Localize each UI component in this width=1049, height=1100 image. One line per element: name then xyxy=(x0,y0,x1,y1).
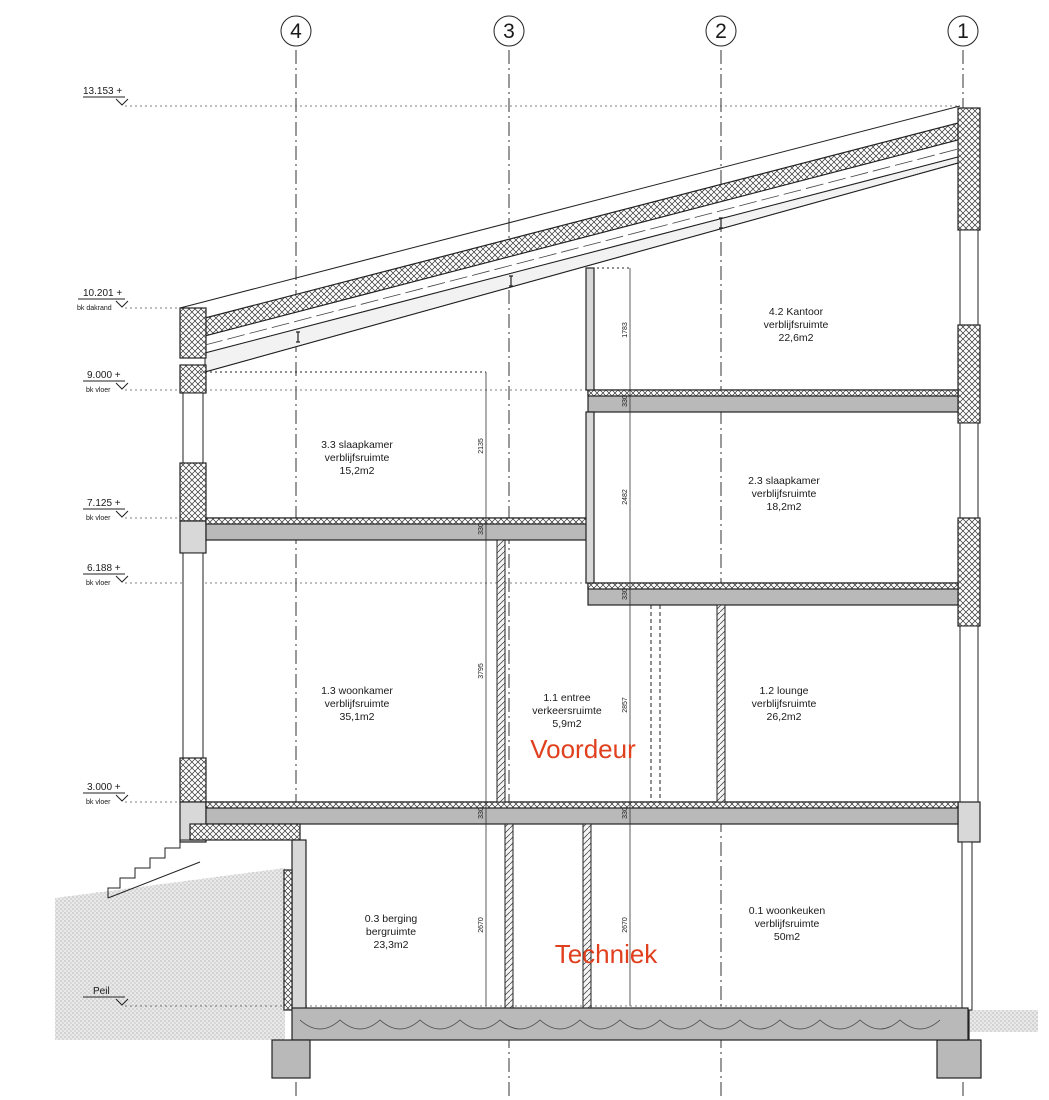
dim-330-b: 330 xyxy=(622,588,629,600)
axis-label-3: 3 xyxy=(503,20,515,43)
room-label-4-2 xyxy=(764,306,829,344)
room-area: 23,3m2 xyxy=(373,939,409,951)
axis-bubble-2 xyxy=(706,16,736,46)
level-sub: bk vloer xyxy=(86,387,111,394)
room-label-1-1 xyxy=(532,692,602,730)
room-area: 15,2m2 xyxy=(339,465,375,477)
room-area: 26,2m2 xyxy=(766,711,802,723)
level-value: 7.125 + xyxy=(87,498,121,509)
room-area: 50m2 xyxy=(773,931,801,943)
level-marker-7125 xyxy=(83,498,128,522)
room-area: 18,2m2 xyxy=(766,501,802,513)
room-name: 2.3 slaapkamer xyxy=(748,475,820,487)
dim-2670-a: 2670 xyxy=(478,917,485,933)
dim-330-e: 330 xyxy=(622,807,629,819)
level-sub: bk vloer xyxy=(86,515,111,522)
level-marker-10201 xyxy=(77,288,128,312)
room-name: 1.3 woonkamer xyxy=(321,685,393,697)
level-value: 6.188 + xyxy=(87,563,121,574)
room-function: verblijfsruimte xyxy=(324,452,390,464)
room-name: 0.1 woonkeuken xyxy=(748,905,826,917)
axis-bubble-1 xyxy=(948,16,978,46)
axis-bubble-3 xyxy=(494,16,524,46)
room-name: 1.1 entree xyxy=(543,692,591,704)
axis-label-4: 4 xyxy=(290,20,302,43)
room-name: 1.2 lounge xyxy=(759,685,809,697)
level-sub: bk vloer xyxy=(86,799,111,806)
level-value: 3.000 + xyxy=(87,782,121,793)
floor-slabs xyxy=(190,390,958,840)
room-area: 5,9m2 xyxy=(552,718,582,730)
voordeur-annotation: Voordeur xyxy=(530,734,636,764)
level-value: 9.000 + xyxy=(87,370,121,381)
level-sub: bk dakrand xyxy=(77,305,112,312)
room-function: verblijfsruimte xyxy=(751,698,817,710)
room-label-2-3 xyxy=(748,475,820,513)
room-label-1-3 xyxy=(321,685,393,723)
axis-bubble-4 xyxy=(281,16,311,46)
room-area: 35,1m2 xyxy=(339,711,375,723)
internal-walls xyxy=(497,268,725,1010)
roof xyxy=(180,106,960,372)
axis-label-1: 1 xyxy=(957,20,969,43)
level-marker-6188 xyxy=(83,563,128,587)
room-function: verkeersruimte xyxy=(532,705,602,717)
dim-2482: 2482 xyxy=(622,489,629,505)
room-function: verblijfsruimte xyxy=(751,488,817,500)
dim-1783: 1783 xyxy=(622,322,629,338)
room-label-1-2 xyxy=(752,685,817,723)
level-value: 13.153 + xyxy=(83,86,123,97)
facade-axis-4 xyxy=(180,308,206,842)
level-marker-9000 xyxy=(83,370,128,394)
dim-2135: 2135 xyxy=(478,438,485,454)
room-name: 3.3 slaapkamer xyxy=(321,439,393,451)
room-function: verblijfsruimte xyxy=(324,698,390,710)
dim-3795: 3795 xyxy=(478,663,485,679)
room-label-3-3 xyxy=(321,439,393,477)
level-value: Peil xyxy=(93,986,110,997)
dim-2670-b: 2670 xyxy=(622,917,629,933)
dim-2857: 2857 xyxy=(622,697,629,713)
dim-330-d: 330 xyxy=(478,807,485,819)
room-name: 0.3 berging xyxy=(364,913,418,925)
dim-330-a: 330 xyxy=(622,395,629,407)
room-name: 4.2 Kantoor xyxy=(768,306,824,318)
level-marker-3000 xyxy=(83,782,128,806)
axis-label-2: 2 xyxy=(715,20,727,43)
room-function: verblijfsruimte xyxy=(763,319,829,331)
room-function: bergruimte xyxy=(365,926,417,938)
room-label-0-3 xyxy=(365,913,418,951)
room-area: 22,6m2 xyxy=(778,332,814,344)
room-label-0-1 xyxy=(749,905,826,943)
level-value: 10.201 + xyxy=(83,288,123,299)
dim-330-c: 330 xyxy=(478,523,485,535)
room-function: verblijfsruimte xyxy=(754,918,820,930)
level-sub: bk vloer xyxy=(86,580,111,587)
level-marker-13153 xyxy=(83,86,128,105)
techniek-annotation: Techniek xyxy=(554,939,658,969)
